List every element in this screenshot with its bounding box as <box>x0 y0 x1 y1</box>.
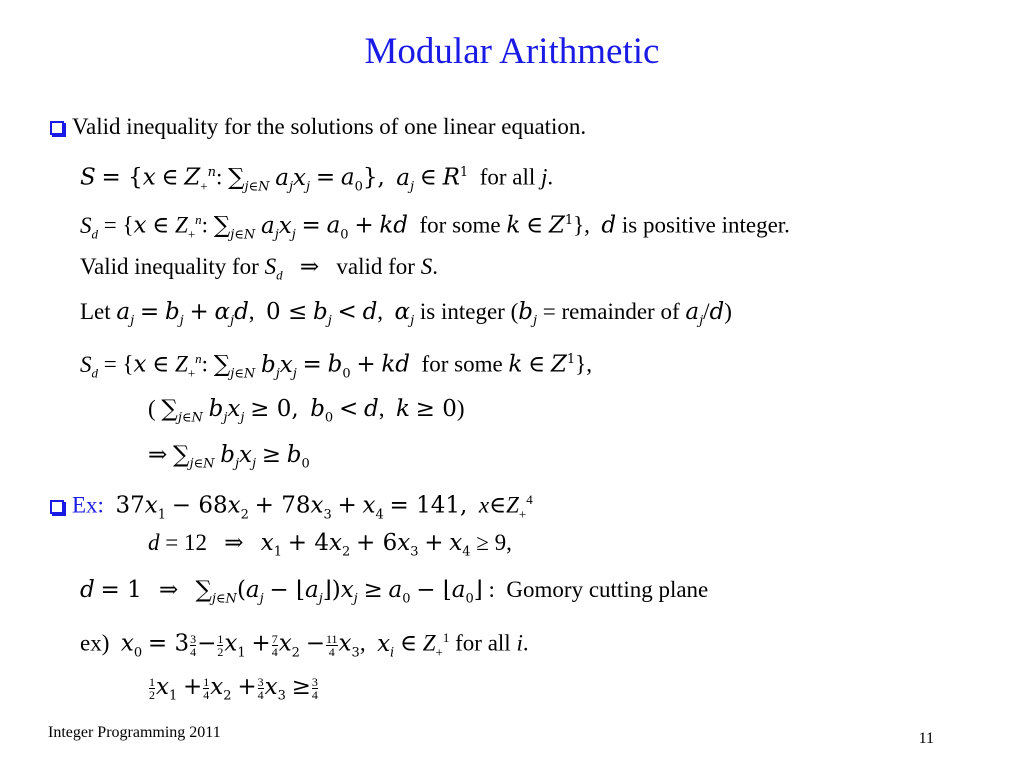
bullet-1-text: Valid inequality for the solutions of one linear equation. <box>72 114 587 139</box>
set-sd-reduced: $S_d = \{x$ ∈ $Z_+^n$: $\sum_{j\in N}$ $b_jx_j = b_0$ + kd for some k ∈ $Z^1$}, <box>80 351 592 382</box>
checkbox-bullet-icon <box>50 121 64 135</box>
set-sd-definition: $S_d = \{x$ ∈ $Z_+^n$: $\sum_{j\in N}$ $a_jx_j = a_0$ + kd for some k ∈ $Z^1$}, d is positive integer. <box>80 212 790 243</box>
valid-inequality-line: Valid inequality for $S_d$ ⇒ valid for S. <box>80 254 438 283</box>
example-2-line: ex) $x_0 = 3$ $\frac{3}{4}$ − $\frac{1}{2}$ $x_1$ + $\frac{7}{4}$ $x_2$ − $\frac{11}{4}$ $x_3$, $x_i$ ∈ $Z_+^1$ for all i. <box>80 630 529 661</box>
checkbox-bullet-icon <box>50 500 64 514</box>
d-12-line: d = 12 ⇒ $x_1 + 4x_2 + 6x_3 + x_4 \ge 9$, <box>148 530 512 560</box>
gomory-line: d = 1 ⇒ $\sum_{j\in N}(a_j$ − $⌊a_j⌋)x_j \ge a_0$ − $⌊a_0⌋$ : Gomory cutting plane <box>80 577 709 607</box>
gomory-cut-result: $\frac{1}{2}$ $x_1$ + $\frac{1}{4}$ $x_2$ + $\frac{3}{4}$ $x_3$ ≥ $\frac{3}{4}$ <box>149 674 318 704</box>
nonnegativity-note: ( $\sum_{j\in N}$ $b_jx_j \ge 0$, $b_0 < d$, k ≥ 0) <box>148 396 465 426</box>
let-decomposition-line: Let $a_j = b_j + \alpha_jd$, $0 \le b_j < d$, $\alpha_j$ is integer ($b_j$ = remainder of $a_j/d$) <box>80 299 732 329</box>
implied-inequality: ⇒ $\sum_{j\in N}$ $b_jx_j \ge b_0$ <box>148 442 310 472</box>
set-s-definition: S = {x ∈ $Z_+^n$: $\sum_{j\in N}$ $a_jx_j = a_0$}, $a_j$ ∈ $R^1$ for all j. <box>80 164 554 195</box>
slide-title: Modular Arithmetic <box>364 31 660 72</box>
page-number: 11 <box>918 730 934 747</box>
example-bullet: Ex: $37x_1 - 68x_2 + 78x_3 + x_4 = 141$, $x\in Z_+^4$ <box>50 485 533 530</box>
example-label: Ex: <box>72 492 104 518</box>
footer-course: Integer Programming 2011 <box>48 724 221 741</box>
bullet-1 <box>50 112 586 142</box>
gomory-label: Gomory cutting plane <box>506 577 709 602</box>
